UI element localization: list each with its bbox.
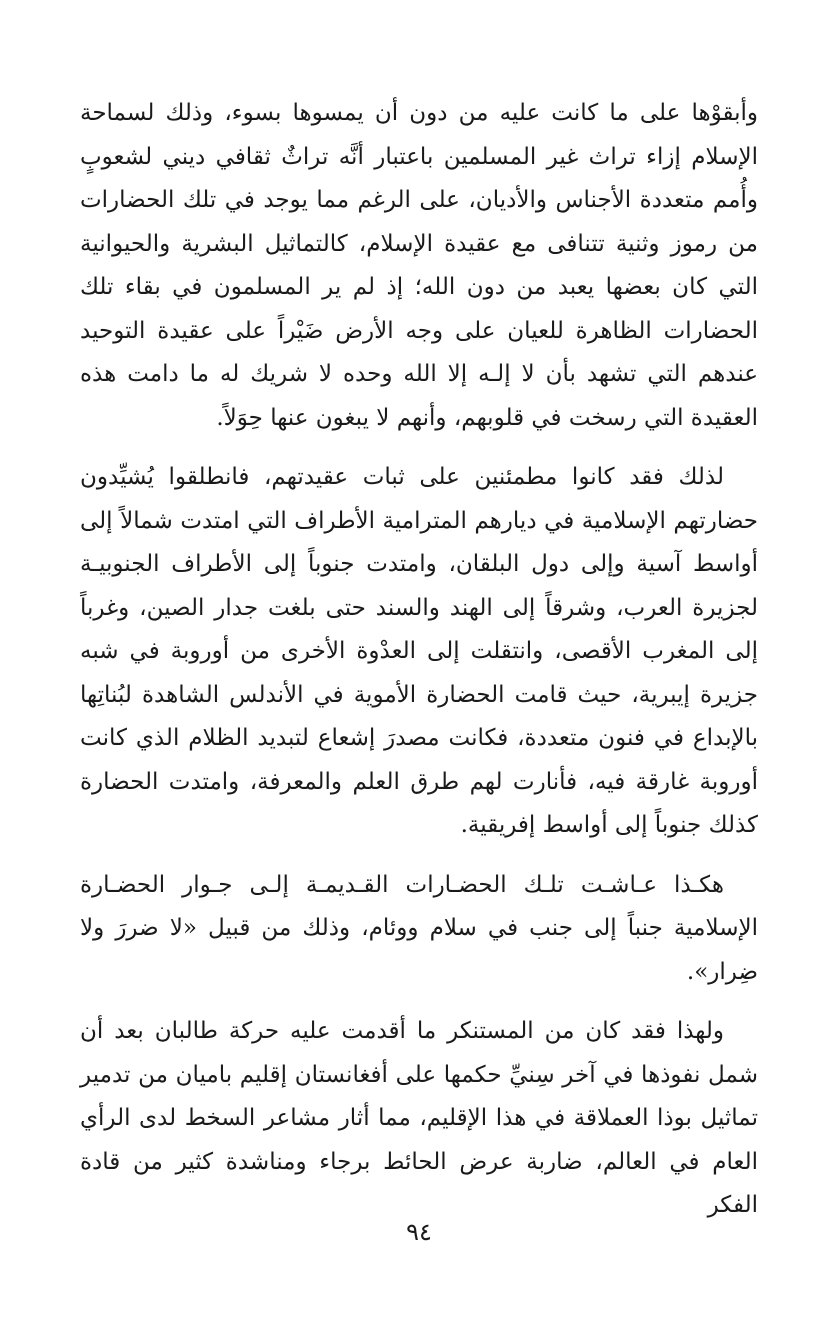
paragraph-1 bbox=[80, 92, 758, 440]
paragraph-2 bbox=[80, 456, 758, 848]
paragraph-4 bbox=[80, 1010, 758, 1228]
paragraph-1-text: وأبقوْها على ما كانت عليه من دون أن يمسوها بسوء، وذلك لسماحة الإسلام إزاء تراث غير المسلمين باعتبار أنَّه تراثٌ ثقافي ديني لشعوبٍ وأُمم متعددة الأجناس والأديان، على الرغم مما يوجد في تلك الحضارات من رموز وثنية تتنافى مع عقيدة الإسلام، كالتماثيل البشرية والحيوانية التي كان بعضها يعبد من دون الله؛ إذ لم ير المسلمون في بقاء تلك الحضارات الظاهرة للعيان على وجه الأرض ضَيْراً على عقيدة التوحيد عندهم التي تشهد بأن لا إلـه إلا الله وحده لا شريك له ما دامت هذه العقيدة التي رسخت في قلوبهم، وأنهم لا يبغون عنها حِوَلاً. bbox=[80, 100, 758, 431]
page-number: ٩٤ bbox=[406, 1218, 432, 1246]
paragraph-2-text: لذلك فقد كانوا مطمئنين على ثبات عقيدتهم، فانطلقوا يُشيِّدون حضارتهم الإسلامية في ديارهم المترامية الأطراف التي امتدت شمالاً إلى أواسط آسية وإلى دول البلقان، وامتدت جنوباً إلى الأطراف الجنوبيـة لجزيرة العرب، وشرقاً إلى الهند والسند حتى بلغت جدار الصين، وغرباً إلى المغرب الأقصى، وانتقلت إلى العدْوة الأخرى من أوروبة في شبه جزيرة إيبرية، حيث قامت الحضارة الأموية في الأندلس الشاهدة لبُناتِها بالإبداع في فنون متعددة، فكانت مصدرَ إشعاع لتبديد الظلام الذي كانت أوروبة غارقة فيه، فأنارت لهم طرق العلم والمعرفة، وامتدت الحضارة كذلك جنوباً إلى أواسط إفريقية. bbox=[80, 464, 758, 838]
page-body bbox=[80, 92, 758, 1244]
paragraph-3 bbox=[80, 864, 758, 995]
paragraph-3-text: هكـذا عـاشـت تلـك الحضـارات القـديمـة إلـى جـوار الحضـارة الإسلامية جنباً إلى جنب في سلام ووئام، وذلك من قبيل «لا ضررَ ولا ضِرار». bbox=[80, 871, 758, 985]
paragraph-4-text: ولهذا فقد كان من المستنكر ما أقدمت عليه حركة طالبان بعد أن شمل نفوذها في آخر سِنيِّ حكمها على أفغانستان إقليم باميان من تدمير تماثيل بوذا العملاقة في هذا الإقليم، مما أثار مشاعر السخط لدى الرأي العام في العالم، ضاربة عرض الحائط برجاء ومناشدة كثير من قادة الفكر bbox=[80, 1018, 758, 1218]
